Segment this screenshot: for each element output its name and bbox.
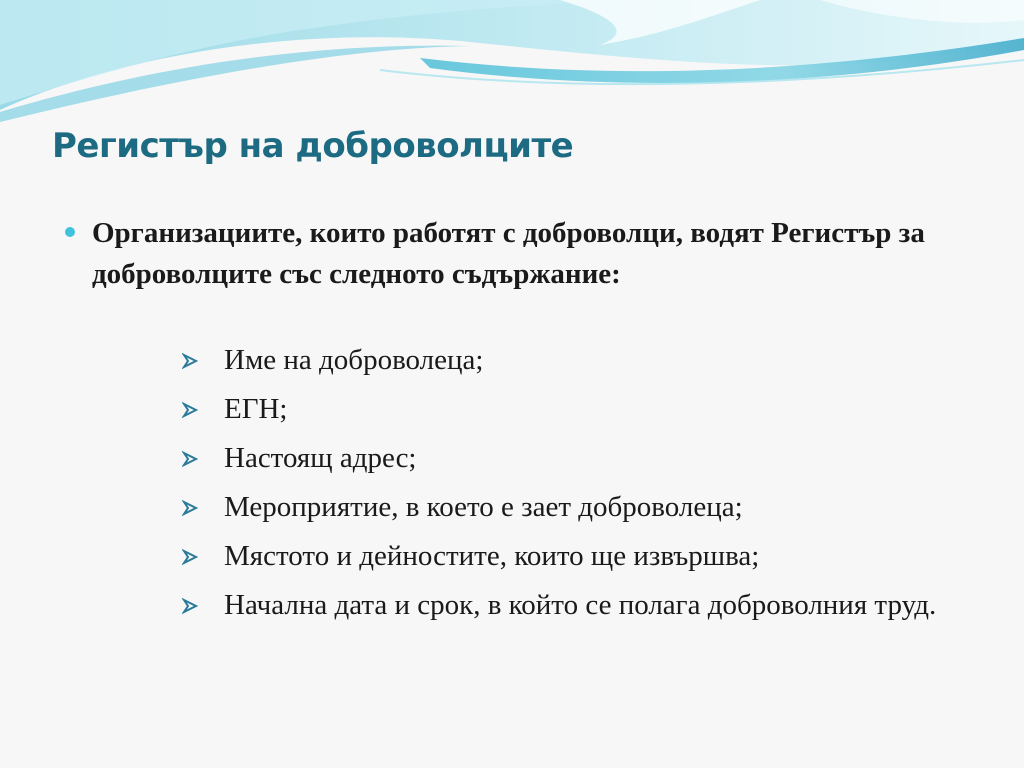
- header-wave-decoration: [0, 0, 1024, 130]
- arrow-bullet-icon: [182, 353, 200, 369]
- list-item: [182, 536, 982, 577]
- list-item-text: Мероприятие, в което е зает доброволеца;: [224, 491, 743, 523]
- main-bullet-text: Организациите, които работят с доброволци, водят Регистър за доброволците със следното съдържание:: [92, 217, 925, 290]
- main-bullet-item: [92, 213, 992, 295]
- list-item: [182, 438, 982, 479]
- list-item-text: ЕГН;: [224, 393, 288, 425]
- list-item-text: Мястото и дейностите, които ще извършва;: [224, 540, 760, 572]
- list-item: [182, 585, 982, 626]
- list-item: [182, 487, 982, 528]
- circle-bullet-icon: [65, 227, 75, 237]
- list-item: [182, 389, 982, 430]
- list-item: [182, 340, 982, 381]
- list-item-text: Настоящ адрес;: [224, 442, 417, 474]
- slide-title: Регистър на доброволците: [52, 126, 574, 166]
- arrow-bullet-icon: [182, 402, 200, 418]
- sub-bullet-list: [182, 340, 982, 634]
- arrow-bullet-icon: [182, 598, 200, 614]
- arrow-bullet-icon: [182, 451, 200, 467]
- list-item-text: Име на доброволеца;: [224, 344, 484, 376]
- arrow-bullet-icon: [182, 549, 200, 565]
- list-item-text: Начална дата и срок, в който се полага доброволния труд.: [224, 589, 937, 621]
- arrow-bullet-icon: [182, 500, 200, 516]
